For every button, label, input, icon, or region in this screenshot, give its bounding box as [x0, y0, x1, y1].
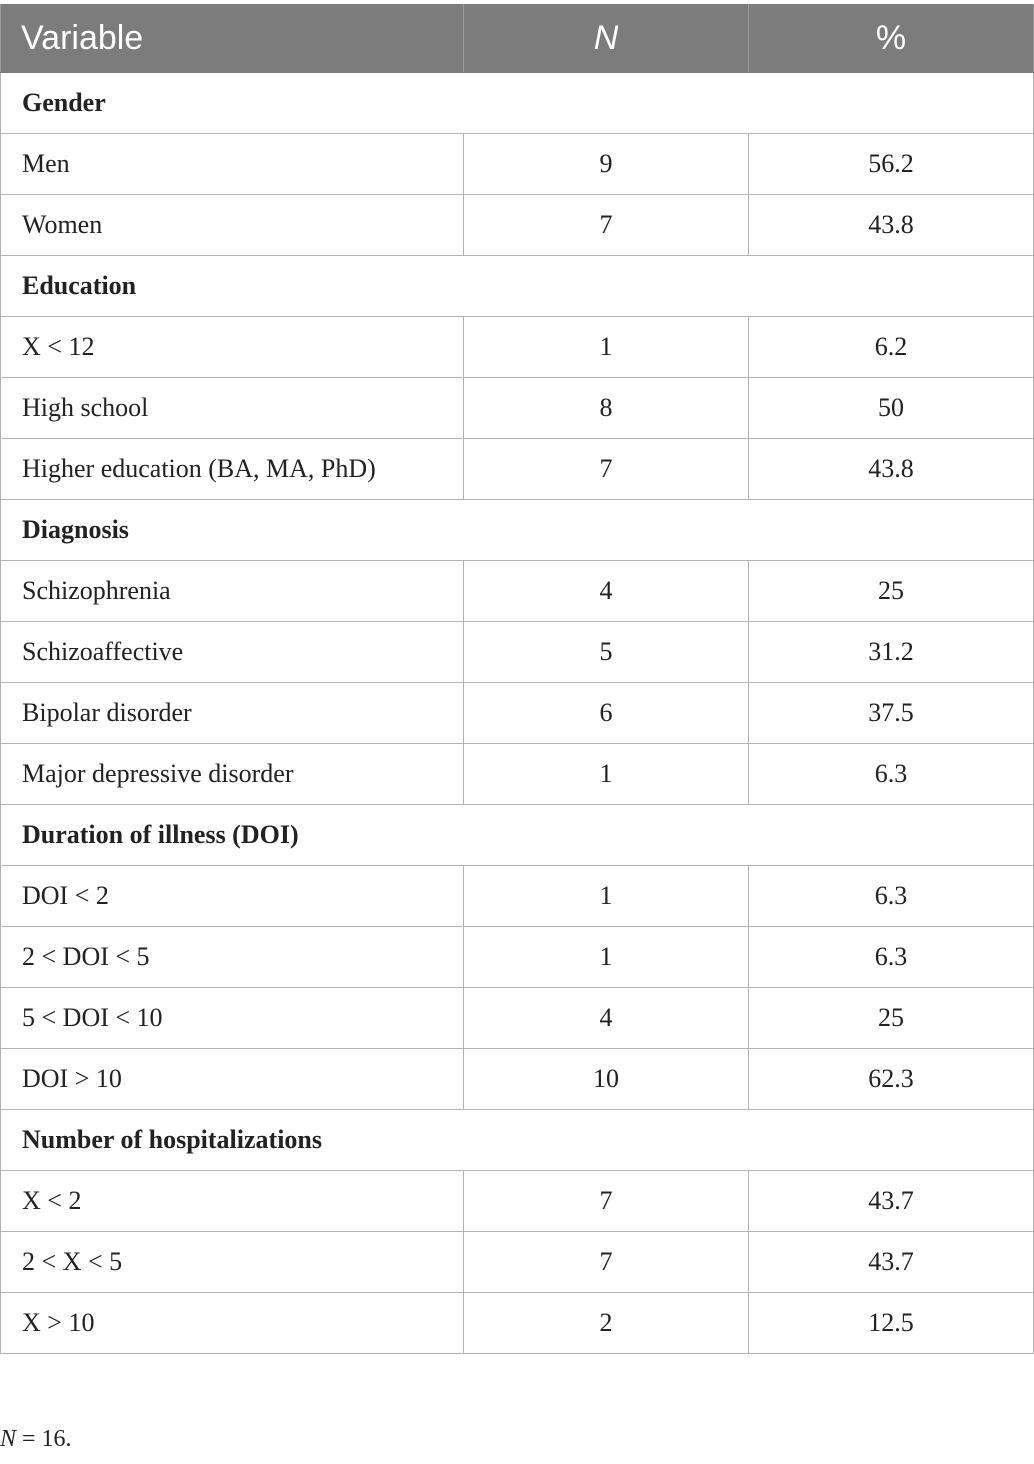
table-row [1, 195, 1034, 256]
row-label: DOI > 10 [1, 1049, 464, 1110]
table-row [1, 927, 1034, 988]
row-percent-value: 43.7 [749, 1171, 1034, 1232]
footnote-symbol: N [0, 1426, 17, 1452]
row-n-value: 7 [464, 439, 749, 500]
section-title: Number of hospitalizations [1, 1110, 1034, 1171]
row-percent-value: 50 [749, 378, 1034, 439]
row-n-value: 1 [464, 866, 749, 927]
row-percent-value: 6.3 [749, 927, 1034, 988]
row-percent-value: 6.2 [749, 317, 1034, 378]
table-row [1, 622, 1034, 683]
row-percent-value: 43.8 [749, 195, 1034, 256]
row-label: 5 < DOI < 10 [1, 988, 464, 1049]
row-label: Bipolar disorder [1, 683, 464, 744]
row-label: Schizophrenia [1, 561, 464, 622]
section-title: Duration of illness (DOI) [1, 805, 1034, 866]
row-label: DOI < 2 [1, 866, 464, 927]
row-label: Major depressive disorder [1, 744, 464, 805]
table-footnote [0, 1426, 72, 1453]
table-row [1, 317, 1034, 378]
table-row [1, 988, 1034, 1049]
row-label: X < 2 [1, 1171, 464, 1232]
row-label: 2 < DOI < 5 [1, 927, 464, 988]
row-label: High school [1, 378, 464, 439]
table-row [1, 134, 1034, 195]
row-percent-value: 6.3 [749, 744, 1034, 805]
row-n-value: 4 [464, 561, 749, 622]
row-label: Women [1, 195, 464, 256]
row-n-value: 4 [464, 988, 749, 1049]
row-percent-value: 37.5 [749, 683, 1034, 744]
row-label: X > 10 [1, 1293, 464, 1354]
table-row [1, 378, 1034, 439]
row-percent-value: 56.2 [749, 134, 1034, 195]
section-row [1, 256, 1034, 317]
section-row [1, 500, 1034, 561]
header-percent: % [749, 4, 1034, 73]
section-row [1, 73, 1034, 134]
row-percent-value: 6.3 [749, 866, 1034, 927]
row-n-value: 6 [464, 683, 749, 744]
row-n-value: 7 [464, 195, 749, 256]
row-percent-value: 31.2 [749, 622, 1034, 683]
table-row [1, 744, 1034, 805]
table-row [1, 1171, 1034, 1232]
row-label: X < 12 [1, 317, 464, 378]
row-n-value: 1 [464, 744, 749, 805]
table-header [1, 4, 1034, 73]
table-row [1, 1049, 1034, 1110]
row-n-value: 7 [464, 1171, 749, 1232]
footnote-text: = 16. [16, 1426, 72, 1452]
table-row [1, 1293, 1034, 1354]
table-row [1, 1232, 1034, 1293]
row-n-value: 1 [464, 317, 749, 378]
header-n: N [464, 4, 749, 73]
row-percent-value: 12.5 [749, 1293, 1034, 1354]
section-title: Gender [1, 73, 1034, 134]
row-label: 2 < X < 5 [1, 1232, 464, 1293]
row-n-value: 5 [464, 622, 749, 683]
row-percent-value: 62.3 [749, 1049, 1034, 1110]
table-row [1, 439, 1034, 500]
table-row [1, 561, 1034, 622]
row-percent-value: 25 [749, 561, 1034, 622]
row-n-value: 10 [464, 1049, 749, 1110]
demographics-table-container [0, 4, 1033, 1354]
row-n-value: 8 [464, 378, 749, 439]
section-row [1, 1110, 1034, 1171]
row-label: Schizoaffective [1, 622, 464, 683]
row-label: Higher education (BA, MA, PhD) [1, 439, 464, 500]
row-percent-value: 43.8 [749, 439, 1034, 500]
row-n-value: 2 [464, 1293, 749, 1354]
table-row [1, 683, 1034, 744]
demographics-table [0, 4, 1034, 1354]
row-label: Men [1, 134, 464, 195]
row-n-value: 9 [464, 134, 749, 195]
table-body [1, 73, 1034, 1354]
row-n-value: 7 [464, 1232, 749, 1293]
section-title: Diagnosis [1, 500, 1034, 561]
section-title: Education [1, 256, 1034, 317]
row-percent-value: 43.7 [749, 1232, 1034, 1293]
section-row [1, 805, 1034, 866]
table-row [1, 866, 1034, 927]
header-row [1, 4, 1034, 73]
header-variable: Variable [1, 4, 464, 73]
row-n-value: 1 [464, 927, 749, 988]
row-percent-value: 25 [749, 988, 1034, 1049]
